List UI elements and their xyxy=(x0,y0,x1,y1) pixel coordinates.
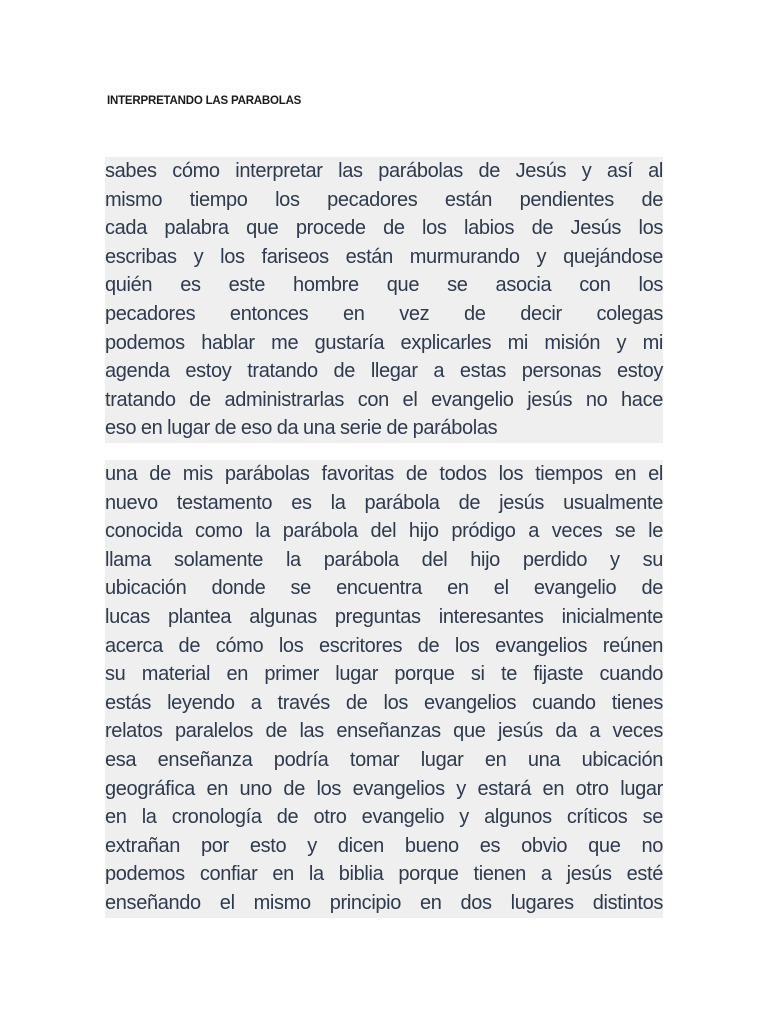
paragraph-line: extrañan por esto y dicen bueno es obvio que no xyxy=(105,832,663,861)
paragraph-line: acerca de cómo los escritores de los evangelios reúnen xyxy=(105,632,663,661)
paragraph-line: eso en lugar de eso da una serie de parábolas xyxy=(105,414,663,443)
paragraph-line: mismo tiempo los pecadores están pendientes de xyxy=(105,186,663,215)
paragraph-line: quién es este hombre que se asocia con los xyxy=(105,271,663,300)
paragraph-line: geográfica en uno de los evangelios y estará en otro lugar xyxy=(105,775,663,804)
paragraph-line: podemos hablar me gustaría explicarles mi misión y mi xyxy=(105,329,663,358)
paragraph-line: cada palabra que procede de los labios de Jesús los xyxy=(105,214,663,243)
paragraph-line: su material en primer lugar porque si te fijaste cuando xyxy=(105,660,663,689)
paragraph-line: esa enseñanza podría tomar lugar en una ubicación xyxy=(105,746,663,775)
paragraph-line: tratando de administrarlas con el evangelio jesús no hace xyxy=(105,386,663,415)
paragraph-1 xyxy=(105,157,663,443)
paragraph-line: sabes cómo interpretar las parábolas de Jesús y así al xyxy=(105,157,663,186)
paragraph-line: llama solamente la parábola del hijo perdido y su xyxy=(105,546,663,575)
paragraph-line: lucas plantea algunas preguntas interesantes inicialmente xyxy=(105,603,663,632)
paragraph-line: relatos paralelos de las enseñanzas que jesús da a veces xyxy=(105,717,663,746)
paragraph-line: enseñando el mismo principio en dos lugares distintos xyxy=(105,889,663,918)
paragraph-line: una de mis parábolas favoritas de todos los tiempos en el xyxy=(105,460,663,489)
document-title: INTERPRETANDO LAS PARABOLAS xyxy=(107,95,302,107)
paragraph-line: en la cronología de otro evangelio y algunos críticos se xyxy=(105,803,663,832)
paragraph-line: podemos confiar en la biblia porque tienen a jesús esté xyxy=(105,860,663,889)
paragraph-line: pecadores entonces en vez de decir colegas xyxy=(105,300,663,329)
paragraph-line: estás leyendo a través de los evangelios cuando tienes xyxy=(105,689,663,718)
paragraph-line: ubicación donde se encuentra en el evangelio de xyxy=(105,574,663,603)
paragraph-line: agenda estoy tratando de llegar a estas personas estoy xyxy=(105,357,663,386)
paragraph-2 xyxy=(105,460,663,918)
paragraph-line: escribas y los fariseos están murmurando y quejándose xyxy=(105,243,663,272)
paragraph-line: nuevo testamento es la parábola de jesús usualmente xyxy=(105,489,663,518)
paragraph-line: conocida como la parábola del hijo pródigo a veces se le xyxy=(105,517,663,546)
